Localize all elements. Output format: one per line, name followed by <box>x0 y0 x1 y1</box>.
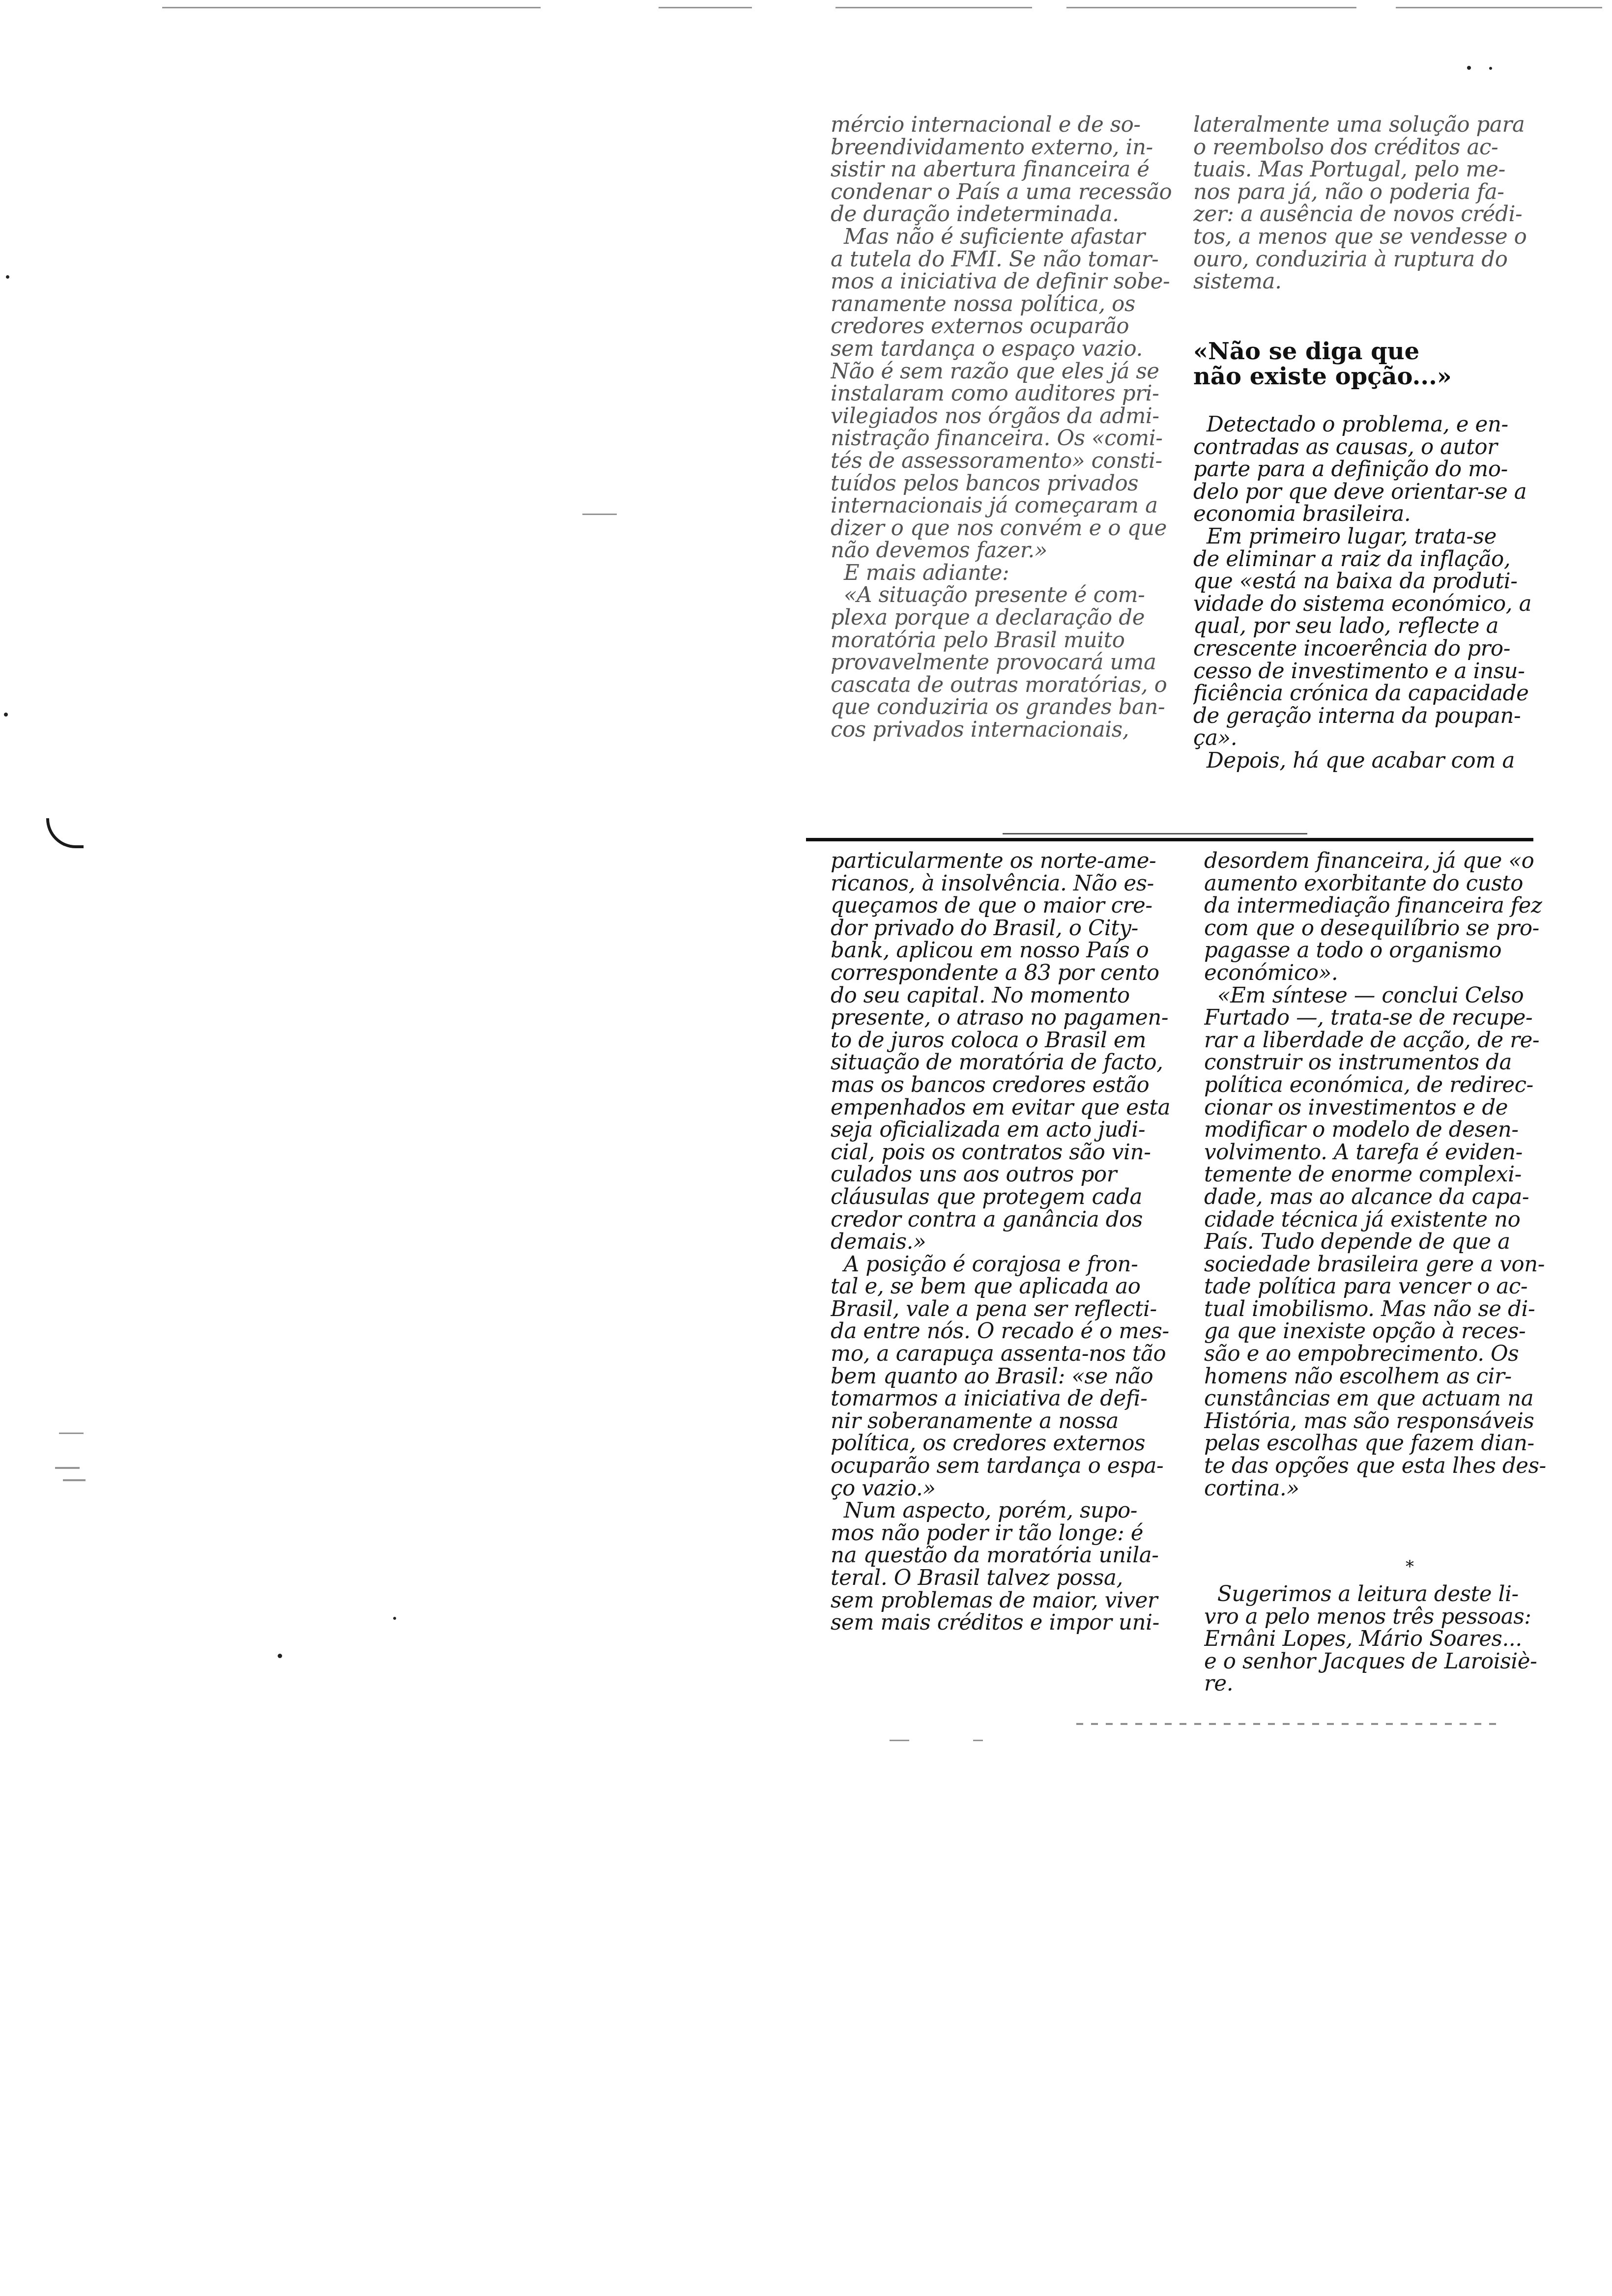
section-divider-rule <box>806 838 1533 841</box>
separator-star: * <box>1406 1557 1414 1577</box>
scan-speck <box>393 1617 396 1620</box>
section-subheading: «Não se diga que não existe opção...» <box>1193 338 1452 390</box>
scan-bottom-noise <box>1076 1723 1499 1725</box>
scan-dash <box>63 1479 86 1481</box>
scan-speck <box>1467 66 1471 70</box>
scan-edge-line <box>162 7 541 8</box>
scan-edge-line <box>835 7 1032 8</box>
scan-edge-line <box>659 7 752 8</box>
page-curl-mark <box>46 818 84 848</box>
text-column-top-right-a: lateralmente uma solução para o reembolso dos créditos ac- tuais. Mas Portugal, pelo me- nos para já, não o poderia fa- zer: a ausência de novos crédi- tos, a menos que se vendesse o ouro, conduziria à ruptura do sistema. <box>1193 114 1527 294</box>
text-column-top-left: mércio internacional e de so- breendividamento externo, in- sistir na abertura financeira é condenar o País a uma recessão de duração indeterminada. Mas não é suficiente afastar a tutela do FMI. Se não tomar- mos a iniciativa de definir sobe- ranamente nossa política, os credores externos ocuparão sem tardança o espaço vazio. Não é sem razão que eles já se instalaram como auditores pri- vilegiados nos órgãos da admi- nistração financeira. Os «comi- tés de assessoramento» consti- tuídos pelos bancos privados internacionais já começaram a dizer o que nos convém e o que não devemos fazer.» E mais adiante: «A situação presente é com- plexa porque a declaração de moratória pelo Brasil muito provavelmente provocará uma cascata de outras moratórias, o que conduziria os grandes ban- cos privados internacionais, <box>831 114 1172 743</box>
closing-paragraph: Sugerimos a leitura deste li- vro a pelo menos três pessoas: Ernâni Lopes, Mário Soares... e o senhor Jacques de Laroisiè- re. <box>1204 1583 1537 1696</box>
scan-speck <box>278 1654 282 1658</box>
text-column-bottom-right: desordem financeira, já que «o aumento exorbitante do custo da intermediação financeira fez com que o desequilíbrio se pro- pagasse a todo o organismo económico». «Em síntese — conclui Celso Furtado —, trata-se de recupe- rar a liberdade de acção, de re- construir os instrumentos da política económica, de redirec- cionar os investimentos e de modificar o modelo de desen- volvimento. A tarefa é eviden- temente de enorme complexi- dade, mas ao alcance da capa- cidade técnica já existente no País. Tudo depende de que a sociedade brasileira gere a von- tade política para vencer o ac- tual imobilismo. Mas não se di- ga que inexiste opção à reces- são e ao empobrecimento. Os homens não escolhem as cir- cunstâncias em que actuam na História, mas são responsáveis pelas escolhas que fazem dian- te das opções que esta lhes des- cortina.» <box>1204 850 1546 1501</box>
scan-dash <box>59 1433 84 1434</box>
text-column-bottom-left: particularmente os norte-ame- ricanos, à insolvência. Não es- queçamos de que o maior cre- dor privado do Brasil, o City- bank, aplicou em nosso País o correspondente a 83 por cento do seu capital. No momento presente, o atraso no pagamen- to de juros coloca o Brasil em situação de moratória de facto, mas os bancos credores estão empenhados em evitar que esta seja oficializada em acto judi- cial, pois os contratos são vin- culados uns aos outros por cláusulas que protegem cada credor contra a ganância dos demais.» A posição é corajosa e fron- tal e, se bem que aplicada ao Brasil, vale a pena ser reflecti- da entre nós. O recado é o mes- mo, a carapuça assenta-nos tão bem quanto ao Brasil: «se não tomarmos a iniciativa de defi- nir soberanamente a nossa política, os credores externos ocuparão sem tardança o espa- ço vazio.» Num aspecto, porém, supo- mos não poder ir tão longe: é na questão da moratória unila- teral. O Brasil talvez possa, sem problemas de maior, viver sem mais créditos e impor uni- <box>831 850 1171 1636</box>
scan-edge-line <box>1066 7 1356 8</box>
scan-dash <box>973 1740 983 1741</box>
scan-dash <box>55 1467 80 1469</box>
scan-dash <box>582 514 617 515</box>
scan-speck <box>6 275 9 279</box>
scan-speck <box>1489 67 1492 70</box>
scan-edge-line <box>1396 7 1602 8</box>
scan-speck <box>4 713 8 717</box>
section-divider-rule-thin <box>1003 833 1307 834</box>
scan-dash <box>890 1740 909 1741</box>
text-column-top-right-b: Detectado o problema, e en- contradas as causas, o autor parte para a definição do mo- delo por que deve orientar-se a economia brasileira. Em primeiro lugar, trata-se de eliminar a raiz da inflação, que «está na baixa da produti- vidade do sistema económico, a qual, por seu lado, reflecte a crescente incoerência do pro- cesso de investimento e a insu- ficiência crónica da capacidade de geração interna da poupan- ça». Depois, há que acabar com a <box>1193 414 1532 773</box>
